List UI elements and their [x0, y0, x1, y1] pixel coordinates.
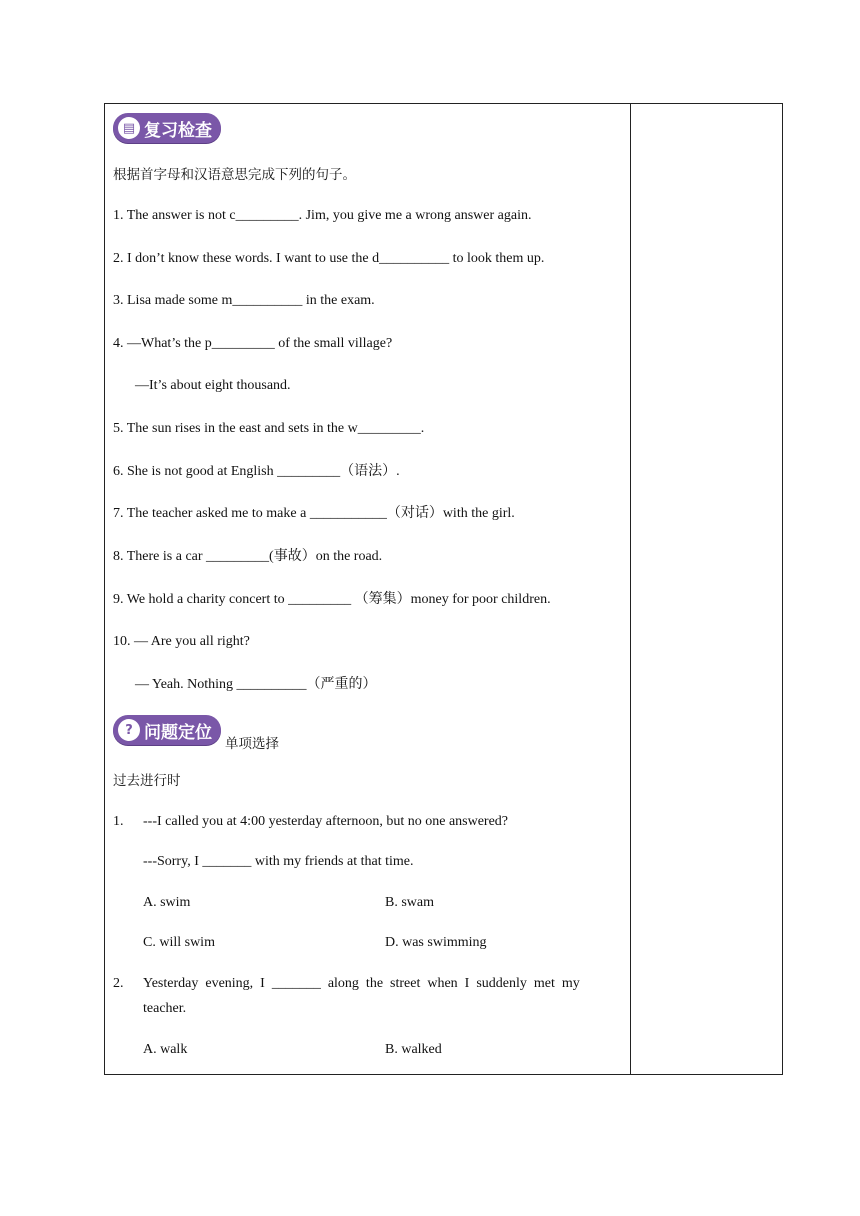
question-1-stem: ---I called you at 4:00 yesterday afternoon, but no one answered?	[143, 814, 509, 829]
sentence-8: 8. There is a car _________(事故）on the road.	[113, 549, 383, 564]
question-2-number: 2.	[113, 976, 124, 991]
question-2-option-a: A. walk	[143, 1042, 188, 1057]
sentence-4: 4. —What’s the p_________ of the small village?	[113, 336, 393, 351]
question-1-response: ---Sorry, I _______ with my friends at that time.	[143, 854, 414, 869]
question-1-option-b: B. swam	[385, 895, 434, 910]
question-mark-icon: ?	[118, 719, 140, 741]
question-2-stem-cont: teacher.	[143, 1001, 187, 1016]
question-2-stem: Yesterday evening, I _______ along the street when I suddenly met my	[143, 976, 580, 991]
document-icon: ▤	[118, 117, 140, 139]
review-check-badge: ▤ 复习检查	[113, 113, 221, 143]
sentence-3: 3. Lisa made some m__________ in the exam.	[113, 293, 375, 308]
grammar-topic: 过去进行时	[113, 773, 181, 789]
question-1-option-a: A. swim	[143, 895, 191, 910]
content-table	[104, 103, 783, 1075]
problem-locate-badge: ? 问题定位	[113, 715, 221, 745]
question-1-number: 1.	[113, 814, 124, 829]
sentence-9: 9. We hold a charity concert to _________ （筹集）money for poor children.	[113, 592, 551, 607]
section2-subtitle: 单项选择	[225, 736, 279, 752]
sentence-4-reply: —It’s about eight thousand.	[135, 378, 291, 393]
sentence-6: 6. She is not good at English _________（语法）.	[113, 464, 400, 479]
sentence-10: 10. — Are you all right?	[113, 634, 250, 649]
sentence-1: 1. The answer is not c_________. Jim, you give me a wrong answer again.	[113, 208, 532, 223]
sentence-7: 7. The teacher asked me to make a ___________（对话）with the girl.	[113, 506, 515, 521]
sentence-5: 5. The sun rises in the east and sets in the w_________.	[113, 421, 425, 436]
sentence-2: 2. I don’t know these words. I want to use the d__________ to look them up.	[113, 251, 545, 266]
question-1-option-d: D. was swimming	[385, 935, 487, 950]
instruction-text: 根据首字母和汉语意思完成下列的句子。	[113, 167, 356, 183]
question-1-option-c: C. will swim	[143, 935, 215, 950]
question-2-option-b: B. walked	[385, 1042, 442, 1057]
column-divider	[630, 104, 631, 1074]
sentence-10-reply: — Yeah. Nothing __________（严重的）	[135, 677, 377, 692]
